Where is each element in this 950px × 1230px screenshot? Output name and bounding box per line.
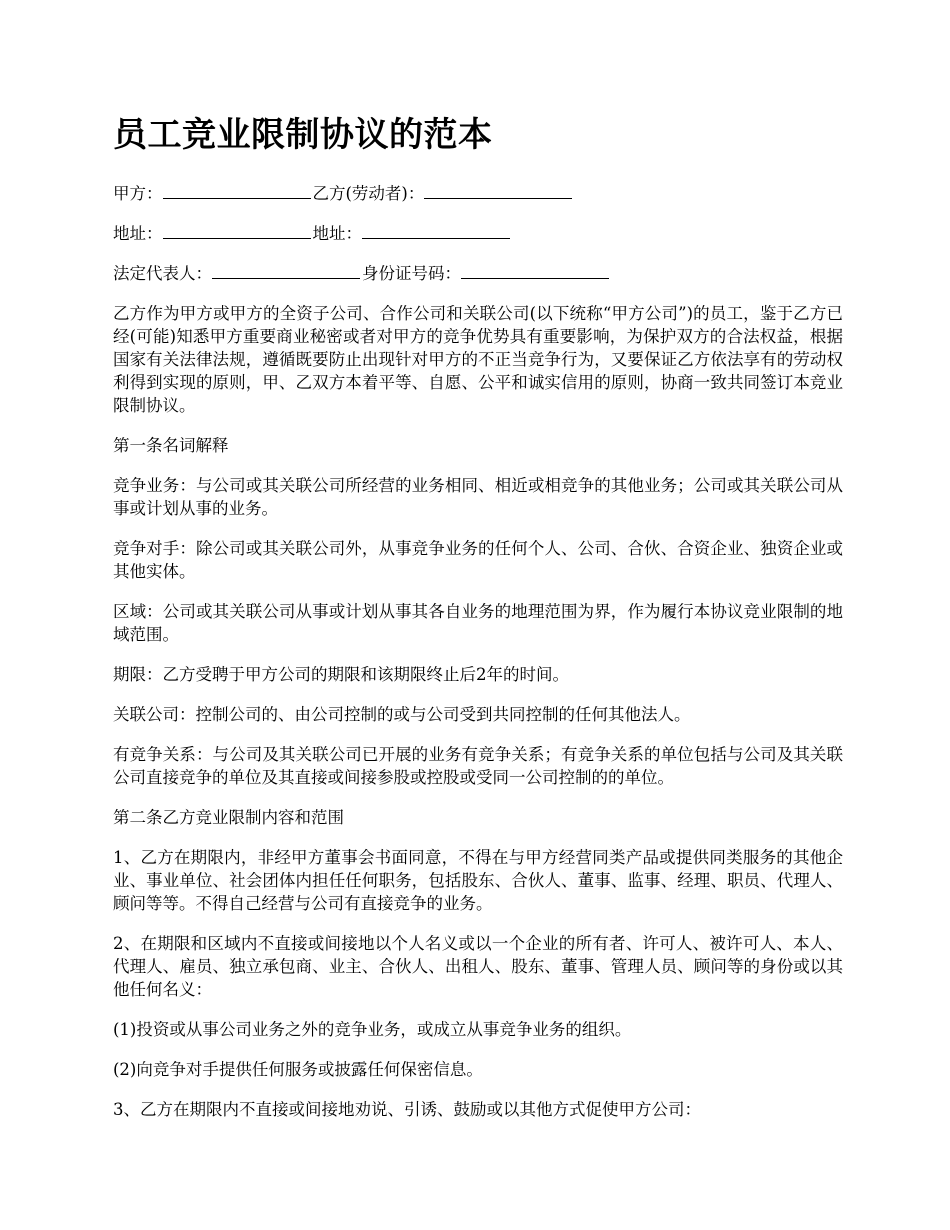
address-a-blank xyxy=(163,222,311,239)
article2-clause-1: 1、乙方在期限内，非经甲方董事会书面同意，不得在与甲方经营同类产品或提供同类服务的其他企业、事业单位、社会团体内担任任何职务，包括股东、合伙人、董事、监事、经理、职员、代理人、顾问等等。不得自己经营与公司有直接竞争的业务。 xyxy=(113,848,843,913)
party-b-blank xyxy=(424,182,572,199)
address-fields-line xyxy=(113,222,843,245)
article1-heading: 第一条名词解释 xyxy=(113,436,229,455)
address-b-blank xyxy=(362,222,510,239)
party-fields-line xyxy=(113,182,843,205)
definition-competitor: 竞争对手：除公司或其关联公司外，从事竞争业务的任何个人、公司、合伙、合资企业、独资企业或其他实体。 xyxy=(113,539,843,581)
id-number-blank xyxy=(461,262,609,279)
representative-fields-line xyxy=(113,262,843,285)
preamble-paragraph: 乙方作为甲方或甲方的全资子公司、合作公司和关联公司(以下统称“甲方公司”)的员工，鉴于乙方已经(可能)知悉甲方重要商业秘密或者对甲方的竞争优势具有重要影响，为保护双方的合法权益，根据国家有关法律法规，遵循既要防止出现针对甲方的不正当竞争行为，又要保证乙方依法享有的劳动权利得到实现的原则，甲、乙双方本着平等、自愿、公平和诚实信用的原则，协商一致共同签订本竞业限制协议。 xyxy=(113,304,843,415)
address-a-label: 地址： xyxy=(113,224,163,243)
article2-heading: 第二条乙方竞业限制内容和范围 xyxy=(113,808,344,827)
address-b-label: 地址： xyxy=(312,224,362,243)
legal-rep-blank xyxy=(212,262,360,279)
party-b-label: 乙方(劳动者)： xyxy=(312,184,425,203)
definition-competing-business: 竞争业务：与公司或其关联公司所经营的业务相同、相近或相竞争的其他业务；公司或其关联公司从事或计划从事的业务。 xyxy=(113,476,843,518)
legal-rep-label: 法定代表人： xyxy=(113,264,212,283)
party-a-blank xyxy=(163,182,311,199)
article2-clause-2: 2、在期限和区域内不直接或间接地以个人名义或以一个企业的所有者、许可人、被许可人、本人、代理人、雇员、独立承包商、业主、合伙人、出租人、股东、董事、管理人员、顾问等的身份或以其他任何名义： xyxy=(113,934,843,999)
definition-term: 期限：乙方受聘于甲方公司的期限和该期限终止后2年的时间。 xyxy=(113,665,569,684)
article2-clause-2-1: (1)投资或从事公司业务之外的竞争业务，或成立从事竞争业务的组织。 xyxy=(113,1020,632,1039)
document-page xyxy=(113,110,843,1138)
party-a-label: 甲方： xyxy=(113,184,163,203)
id-number-label: 身份证号码： xyxy=(362,264,461,283)
definition-region: 区域：公司或其关联公司从事或计划从事其各自业务的地理范围为界，作为履行本协议竞业限制的地域范围。 xyxy=(113,602,843,644)
definition-affiliate: 关联公司：控制公司的、由公司控制的或与公司受到共同控制的任何其他法人。 xyxy=(113,705,691,724)
definition-competitive-relation: 有竞争关系：与公司及其关联公司已开展的业务有竞争关系；有竞争关系的单位包括与公司及其关联公司直接竞争的单位及其直接或间接参股或控股或受同一公司控制的的单位。 xyxy=(113,745,843,787)
article2-clause-3: 3、乙方在期限内不直接或间接地劝说、引诱、鼓励或以其他方式促使甲方公司： xyxy=(113,1100,701,1119)
document-title: 员工竞业限制协议的范本 xyxy=(113,115,493,155)
article2-clause-2-2: (2)向竞争对手提供任何服务或披露任何保密信息。 xyxy=(113,1060,483,1079)
